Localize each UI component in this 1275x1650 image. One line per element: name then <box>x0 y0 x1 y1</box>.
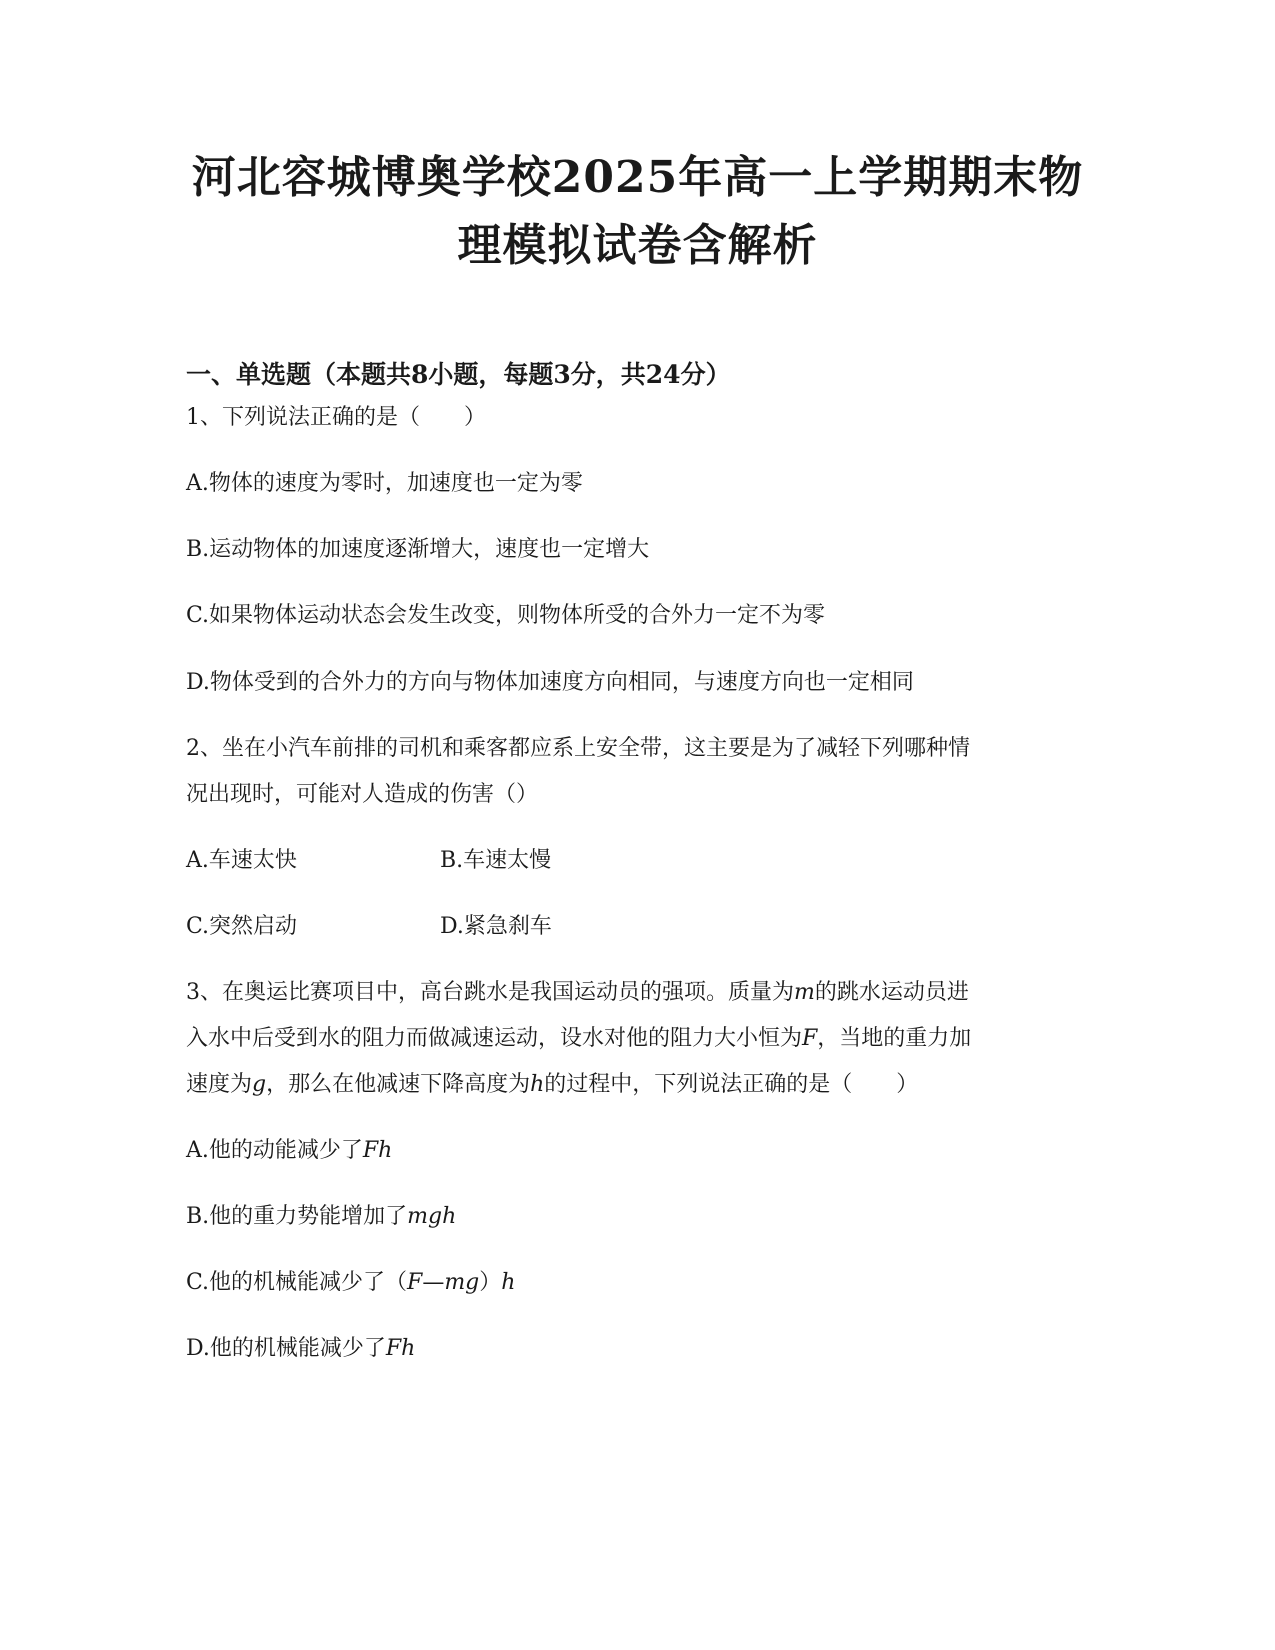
question-2-option-a: A.车速太快 <box>186 848 297 873</box>
option-text: D.他的机械能减少了 <box>186 1336 386 1361</box>
question-1-option-a: A.物体的速度为零时，加速度也一定为零 <box>186 471 583 496</box>
question-2-stem-line1: 2、坐在小汽车前排的司机和乘客都应系上安全带，这主要是为了减轻下列哪种情 <box>186 736 970 761</box>
question-3-stem-line1 <box>186 976 969 1010</box>
q3-var-g: g <box>252 1072 267 1097</box>
q3-var-f: F <box>802 1026 818 1051</box>
option-var: Fh <box>385 1336 416 1361</box>
q3-text: 入水中后受到水的阻力而做减速运动，设水对他的阻力大小恒为 <box>186 1026 803 1051</box>
option-var: h <box>501 1270 516 1295</box>
question-3-stem-line2 <box>186 1022 971 1056</box>
question-2-option-d: D.紧急刹车 <box>440 914 552 939</box>
question-2-option-c: C.突然启动 <box>186 914 298 939</box>
option-var: mgh <box>407 1204 457 1229</box>
option-var: mg <box>444 1270 480 1295</box>
q3-text: ，当地的重力加 <box>817 1026 972 1051</box>
q3-var-h: h <box>530 1072 545 1097</box>
question-3-option-b <box>186 1200 456 1234</box>
question-3-option-a <box>186 1134 392 1168</box>
q3-text: 的跳水运动员进 <box>814 980 969 1005</box>
question-2-option-b: B.车速太慢 <box>440 848 552 873</box>
section-heading-single-choice: 一、单选题（本题共8小题，每题3分，共24分） <box>186 360 731 389</box>
question-1-stem: 1、下列说法正确的是（ ） <box>186 405 486 430</box>
question-1-option-d: D.物体受到的合外力的方向与物体加速度方向相同，与速度方向也一定相同 <box>186 670 914 695</box>
q3-text: 速度为 <box>186 1072 253 1097</box>
question-3-option-d <box>186 1332 415 1366</box>
option-text: B.他的重力势能增加了 <box>186 1204 408 1229</box>
question-1-option-b: B.运动物体的加速度逐渐增大，速度也一定增大 <box>186 537 650 562</box>
question-3-option-c <box>186 1266 515 1300</box>
document-title-line2: 理模拟试卷含解析 <box>457 220 818 271</box>
q3-text: ，那么在他减速下降高度为 <box>266 1072 531 1097</box>
document-title-line1: 河北容城博奥学校2025年高一上学期期末物 <box>191 152 1084 203</box>
option-text: A.他的动能减少了 <box>186 1138 363 1163</box>
q3-text: 3、在奥运比赛项目中，高台跳水是我国运动员的强项。质量为 <box>186 980 794 1005</box>
option-var: F <box>407 1270 423 1295</box>
question-2-stem-line2: 况出现时，可能对人造成的伤害（） <box>186 782 539 807</box>
option-var: Fh <box>362 1138 393 1163</box>
question-1-option-c: C.如果物体运动状态会发生改变，则物体所受的合外力一定不为零 <box>186 603 826 628</box>
option-text: ） <box>479 1270 502 1295</box>
option-text: C.他的机械能减少了（ <box>186 1270 408 1295</box>
question-3-stem-line3 <box>186 1068 918 1102</box>
q3-var-m: m <box>794 980 815 1005</box>
option-text: — <box>422 1270 445 1295</box>
q3-text: 的过程中，下列说法正确的是（ ） <box>544 1072 919 1097</box>
